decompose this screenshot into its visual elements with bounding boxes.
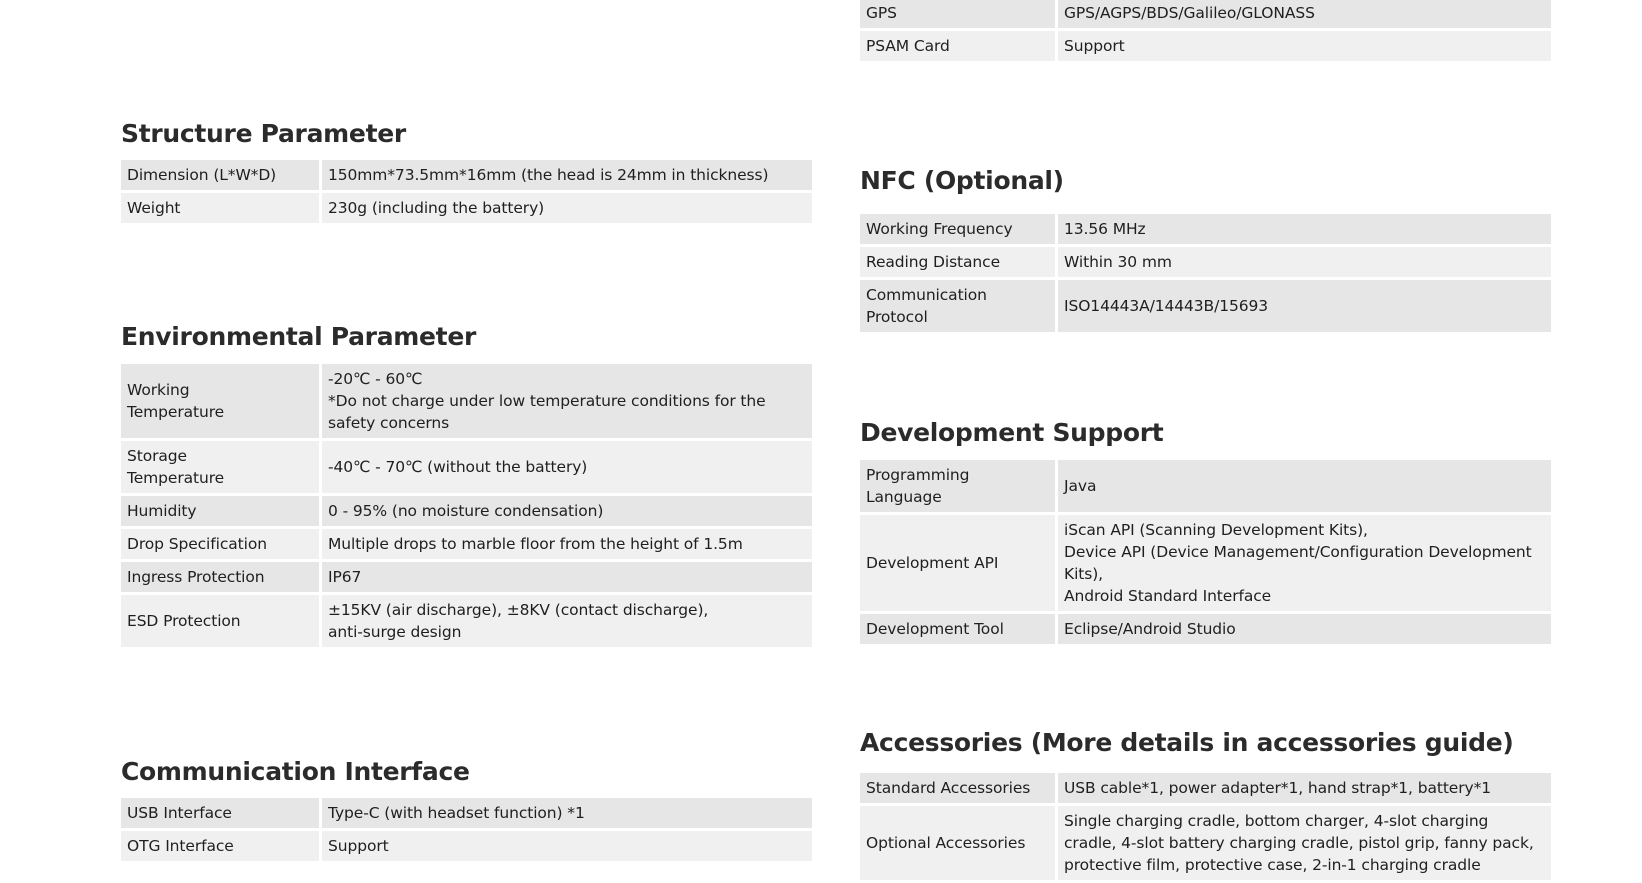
- section-title: Communication Interface: [121, 757, 470, 786]
- spec-key: Working Frequency: [860, 214, 1058, 244]
- environmental-table: [121, 361, 812, 650]
- nfc-section: [860, 166, 1551, 326]
- table-row: [860, 806, 1551, 880]
- spec-value: Support: [1058, 31, 1551, 61]
- spec-value: 230g (including the battery): [322, 193, 812, 223]
- section-title: Environmental Parameter: [121, 322, 477, 351]
- communication-section: [121, 757, 812, 855]
- table-row: [121, 798, 812, 828]
- spec-key: OTG Interface: [121, 831, 322, 861]
- spec-value: IP67: [322, 562, 812, 592]
- accessories-section: [860, 728, 1551, 874]
- spec-key: Working Temperature: [121, 364, 322, 438]
- table-row: [860, 0, 1551, 28]
- section-title: NFC (Optional): [860, 166, 1064, 195]
- spec-value: 0 - 95% (no moisture condensation): [322, 496, 812, 526]
- section-title: Structure Parameter: [121, 119, 406, 148]
- development-table: [860, 457, 1551, 647]
- spec-key: Optional Accessories: [860, 806, 1058, 880]
- spec-value: ISO14443A/14443B/15693: [1058, 280, 1551, 332]
- nfc-table: [860, 211, 1551, 335]
- spec-value: GPS/AGPS/BDS/Galileo/GLONASS: [1058, 0, 1551, 28]
- table-row: [121, 496, 812, 526]
- communication-table: [121, 795, 812, 864]
- table-row: [860, 280, 1551, 332]
- spec-value: ±15KV (air discharge), ±8KV (contact discharge), anti-surge design: [322, 595, 812, 647]
- structure-table: [121, 157, 812, 226]
- table-row: [121, 364, 812, 438]
- spec-value: 13.56 MHz: [1058, 214, 1551, 244]
- spec-value: -40℃ - 70℃ (without the battery): [322, 441, 812, 493]
- spec-key: Communication Protocol: [860, 280, 1058, 332]
- structure-section: [121, 119, 812, 217]
- spec-key: Standard Accessories: [860, 773, 1058, 803]
- spec-value: Support: [322, 831, 812, 861]
- spec-value: Type-C (with headset function) *1: [322, 798, 812, 828]
- table-row: [860, 247, 1551, 277]
- environmental-section: [121, 322, 812, 641]
- spec-value: -20℃ - 60℃ *Do not charge under low temperature conditions for the safety concerns: [322, 364, 812, 438]
- development-section: [860, 418, 1551, 638]
- spec-key: Drop Specification: [121, 529, 322, 559]
- spec-key: Programming Language: [860, 460, 1058, 512]
- spec-value: USB cable*1, power adapter*1, hand strap*1, battery*1: [1058, 773, 1551, 803]
- spec-key: Storage Temperature: [121, 441, 322, 493]
- table-row: [860, 460, 1551, 512]
- spec-value: 150mm*73.5mm*16mm (the head is 24mm in thickness): [322, 160, 812, 190]
- spec-key: ESD Protection: [121, 595, 322, 647]
- spec-value: Eclipse/Android Studio: [1058, 614, 1551, 644]
- table-row: [121, 160, 812, 190]
- section-title: Accessories (More details in accessories guide): [860, 728, 1514, 757]
- spec-key: Ingress Protection: [121, 562, 322, 592]
- spec-key: GPS: [860, 0, 1058, 28]
- table-row: [121, 441, 812, 493]
- spec-key: Weight: [121, 193, 322, 223]
- spec-key: USB Interface: [121, 798, 322, 828]
- table-row: [860, 214, 1551, 244]
- positioning-table: [860, 0, 1551, 64]
- table-row: [860, 31, 1551, 61]
- section-title: Development Support: [860, 418, 1164, 447]
- spec-key: Development Tool: [860, 614, 1058, 644]
- spec-value: Java: [1058, 460, 1551, 512]
- accessories-table: [860, 770, 1551, 883]
- spec-key: Reading Distance: [860, 247, 1058, 277]
- table-row: [121, 529, 812, 559]
- table-row: [121, 562, 812, 592]
- spec-key: Development API: [860, 515, 1058, 611]
- spec-value: Multiple drops to marble floor from the height of 1.5m: [322, 529, 812, 559]
- table-row: [860, 773, 1551, 803]
- spec-key: PSAM Card: [860, 31, 1058, 61]
- spec-key: Humidity: [121, 496, 322, 526]
- table-row: [860, 614, 1551, 644]
- spec-value: iScan API (Scanning Development Kits), Device API (Device Management/Configuration Development Kits), Android Standard Interface: [1058, 515, 1551, 611]
- spec-value: Single charging cradle, bottom charger, 4-slot charging cradle, 4-slot battery charging cradle, pistol grip, fanny pack, protective film, protective case, 2-in-1 charging cradle: [1058, 806, 1551, 880]
- table-row: [860, 515, 1551, 611]
- spec-value: Within 30 mm: [1058, 247, 1551, 277]
- table-row: [121, 595, 812, 647]
- table-row: [121, 193, 812, 223]
- spec-key: Dimension (L*W*D): [121, 160, 322, 190]
- table-row: [121, 831, 812, 861]
